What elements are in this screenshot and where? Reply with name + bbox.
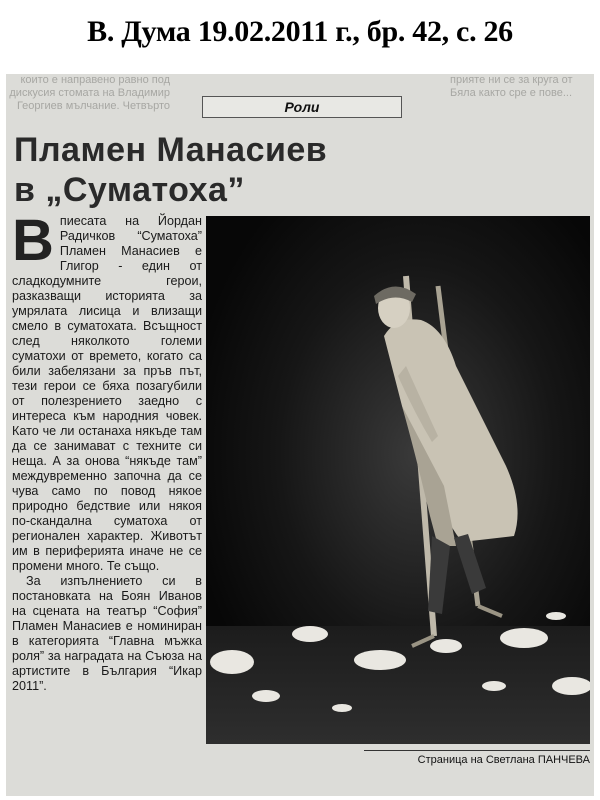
article-paragraph-1-text: пиесата на Йордан Радичков “Суматоха” Пламен Манасиев е Глигор - един от сладкодумните герои, разказващи историята за умрялата лисица и влизащи смело в суматохата. Всъщност след няколкото големи суматохи от времето, когато са били забелязани за пръв път, тези герои се бяха позагубили от полезрението заедно с интереса към народния човек. Като че ли останаха някъде там да се занимават с техните си неща. А за онова “някъде там” междувременно започна да се чува само по повод някое природно бедствие или някоя по-скандална суматоха от регионален характер. Животът им в периферията иначе не се промени много. Те също. <box>12 214 202 573</box>
article-paragraph-2: За изпълнението си в постановката на Боян Иванов на сцената на театър “София” Пламен Манасиев е номиниран в категорията “Главна мъжка роля” за наградата на Съюза на артистите в България “Икар 2011”. <box>12 574 202 693</box>
newspaper-citation: В. Дума 19.02.2011 г., бр. 42, с. 26 <box>87 15 513 48</box>
article-title-line-2: в „Суматоха” <box>14 171 245 209</box>
caption-rule <box>364 750 590 751</box>
article-title <box>14 130 434 210</box>
bleed-through-text-right: прияте ни се за круга от Бяла както сре е пове... <box>450 74 573 99</box>
section-rubric: Роли <box>202 96 402 118</box>
article-body <box>12 208 202 694</box>
stage-photo <box>206 216 590 744</box>
bleed-through-text-left: които е направено равно под дискусия стомата на Владимир Георгиев мълчание. Четвърто <box>9 74 170 112</box>
drop-cap: В <box>12 208 54 273</box>
article-paragraph-1 <box>12 208 202 574</box>
article-title-line-1: Пламен Манасиев <box>14 131 328 169</box>
page-credit: Страница на Светлана ПАНЧЕВА <box>417 754 590 766</box>
bleed-through-text-bottom <box>216 774 586 796</box>
newspaper-clipping <box>6 74 594 796</box>
stage-photo-illustration <box>206 216 590 744</box>
